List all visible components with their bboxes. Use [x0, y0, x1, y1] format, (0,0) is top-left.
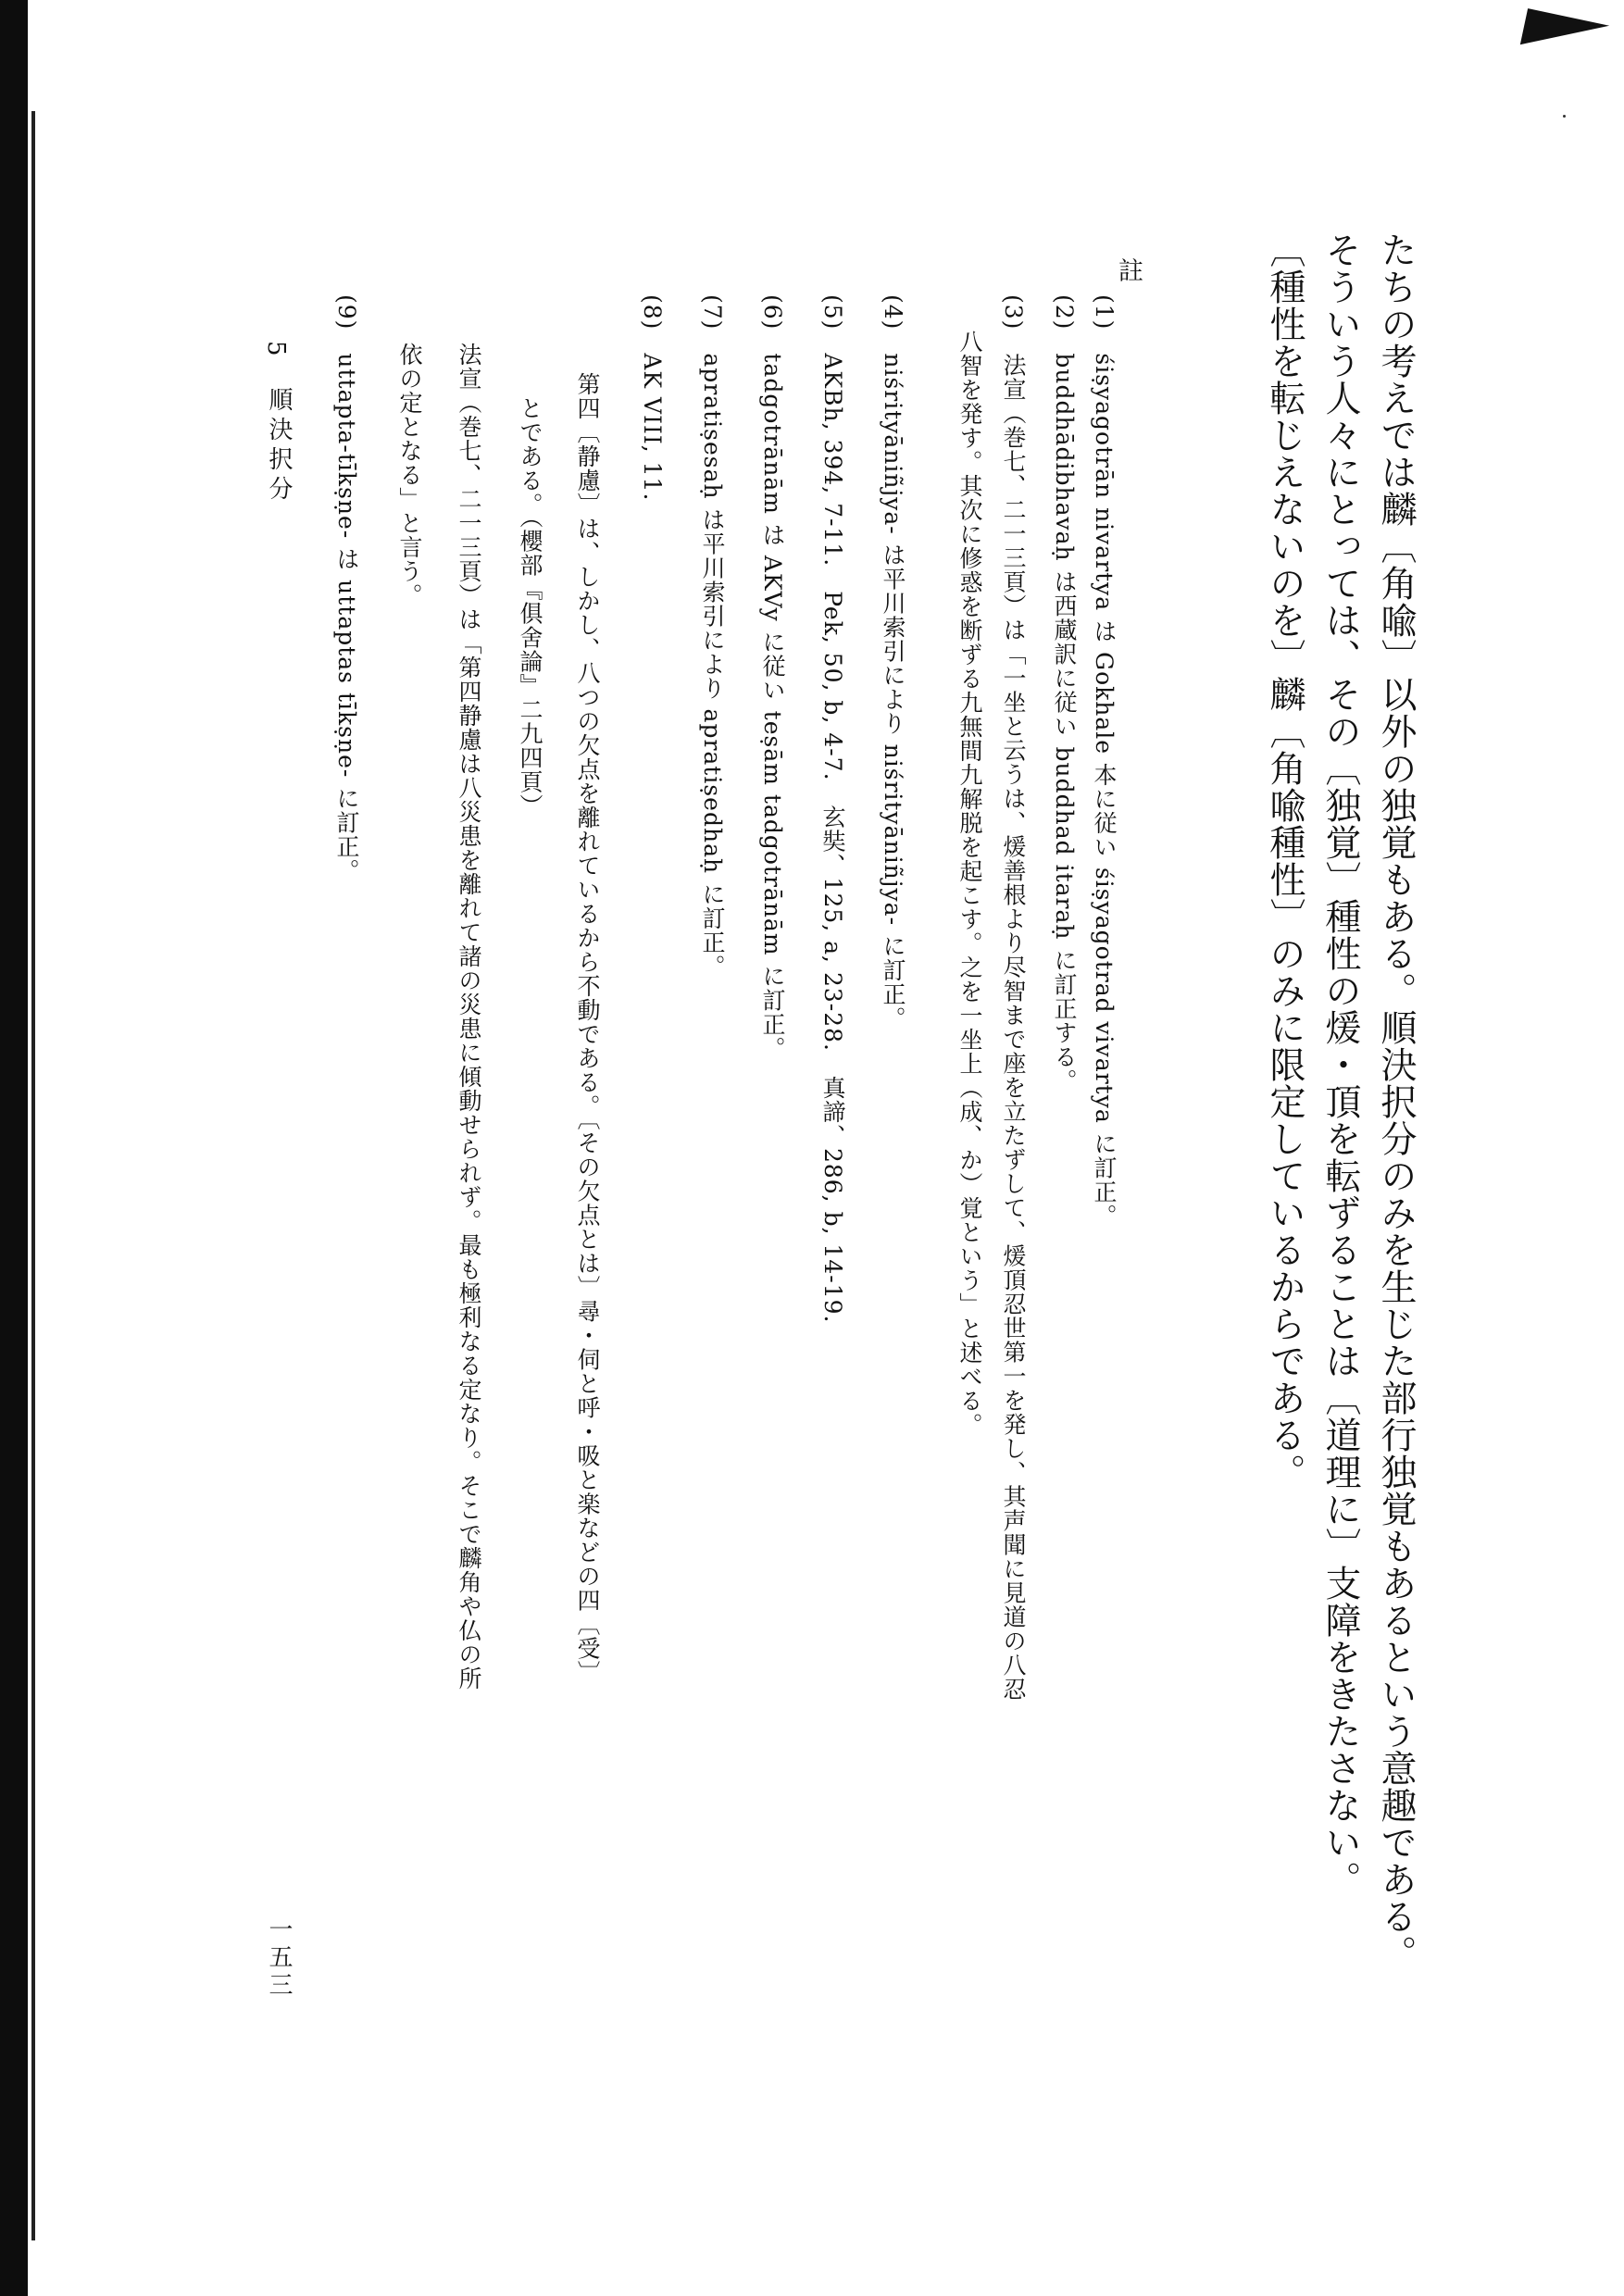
note-3: [1002, 294, 1025, 1701]
body-line-1-text: たちの考えでは麟〔角喩〕以外の独覚もある。順決択分のみを生じた部行独覚もあるという意趣である。: [1375, 231, 1417, 1972]
note-8-quote: [576, 372, 599, 1685]
body-line-2-text: そういう人々にとっては、その〔独覚〕種性の煖・頂を転ずることは〔道理に〕支障をきたさない。: [1319, 231, 1361, 1898]
note-1-text: śiṣyagotrān nivartya は Gokhale 本に従い śiṣyagotrad vivartya に訂正。: [1091, 353, 1118, 1229]
note-4: [881, 294, 905, 1030]
scan-corner-mark: [1520, 8, 1609, 62]
note-2-text: buddhādibhavaḥ は西蔵訳に従い buddhad itaraḥ に訂正する。: [1051, 353, 1078, 1093]
note-3-continued: [958, 330, 981, 1437]
body-line-3-text: 〔種性を転じえないのを〕麟〔角喩種性〕のみに限定しているからである。: [1264, 231, 1305, 1491]
note-5-text: AKBh, 394, 7-11. Pek, 50, b, 4-7. 玄奘、125, a, 23-28. 真諦、286, b, 14-19.: [819, 353, 846, 1324]
note-4-text: niśrityāniñjya- は平川索引により niśrityāniñjya- に訂正。: [880, 353, 906, 1030]
note-8-commentary-continued-text: 依の定となる」と言う。: [396, 343, 423, 607]
note-8-commentary-continued: [398, 343, 421, 607]
note-8-number: (8): [639, 294, 666, 331]
note-8-quote-text: 第四〔静慮〕は、しかし、八つの欠点を離れているから不動である。〔その欠点とは〕尋・伺と呼・吸と楽などの四〔受〕: [574, 372, 601, 1685]
note-2: [1053, 294, 1076, 1092]
chapter-title-text: 順決択分: [265, 387, 293, 505]
note-1-number: (1): [1091, 294, 1118, 331]
note-7: [701, 294, 724, 979]
note-6-text: tadgotrānām は AKVy に従い teṣām tadgotrānām に訂正。: [759, 353, 786, 1061]
note-3-number: (3): [1000, 294, 1027, 331]
page-number-text: 一五三: [265, 1916, 293, 2000]
note-8-citation: [518, 396, 542, 818]
note-8-text: AK VIII, 11.: [639, 353, 666, 502]
note-8-commentary: [457, 343, 481, 1691]
scan-edge-shadow: [0, 0, 28, 2296]
note-8-commentary-text: 法宣（巻七、二一三頁）は「第四静慮は八災患を離れて諸の災患に傾動せられず。最も極利なる定なり。そこで麟角や仏の所: [456, 343, 482, 1691]
note-8-citation-text: とである。（櫻部『俱舍論』二九四頁）: [517, 396, 543, 818]
notes-heading: [1116, 257, 1141, 282]
chapter-number: 5: [262, 341, 290, 362]
scan-speck: [1563, 115, 1566, 118]
body-line-2: [1319, 231, 1361, 1898]
note-1: [1093, 294, 1116, 1229]
note-2-number: (2): [1051, 294, 1078, 331]
note-9: [335, 294, 358, 882]
note-9-text: uttapta-tīkṣṇe- は uttaptas tīkṣṇe- に訂正。: [333, 353, 360, 883]
note-5-number: (5): [819, 294, 846, 331]
body-line-1: [1375, 231, 1417, 1972]
chapter-label: [262, 341, 290, 362]
scan-edge-line: [31, 111, 35, 2240]
note-9-number: (9): [333, 294, 360, 331]
note-4-number: (4): [880, 294, 906, 331]
page-number: [262, 1916, 296, 2000]
note-7-number: (7): [699, 294, 726, 331]
note-5: [821, 294, 844, 1324]
note-8: [641, 294, 664, 501]
note-3-text: 法宣（巻七、二一三頁）は「一坐と云うは、煖善根より尽智まで座を立たずして、煖頂忍世第一を発し、其声聞に見道の八忍: [1000, 353, 1027, 1702]
note-7-text: apratiṣesaḥ は平川索引により apratiṣedhaḥ に訂正。: [699, 353, 726, 980]
chapter-title: [262, 387, 296, 505]
notes-heading-text: 註: [1114, 257, 1143, 282]
note-6: [761, 294, 784, 1060]
body-line-3: [1264, 231, 1305, 1491]
note-3-continued-text: 八智を発す。其次に修惑を断ずる九無間九解脱を起こす。之を一坐上（成、か）覚という」と述べる。: [956, 330, 983, 1437]
note-6-number: (6): [759, 294, 786, 331]
